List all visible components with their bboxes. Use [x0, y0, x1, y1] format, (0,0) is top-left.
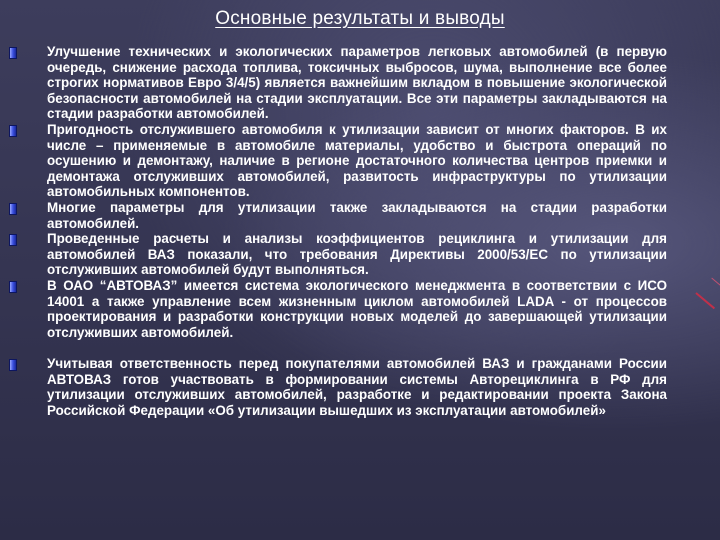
decorative-line: [695, 292, 715, 309]
list-item: [47, 278, 667, 340]
list-item: [47, 122, 667, 200]
list-item: [47, 44, 667, 122]
list-item-text: Пригодность отслужившего автомобиля к утилизации зависит от многих факторов. В их числе – применяемые в автомобиле материалы, удобство и быстрота операций по осушению и демонтажу, наличие в регионе достаточного количества центров приемки и демонтажа отслуживших автомобилей, развитость инфраструктуры по утилизации автомобильных компонентов.: [47, 121, 667, 200]
list-item-text: Многие параметры для утилизации также закладываются на стадии разработки автомобилей.: [47, 199, 667, 231]
list-item-text: Улучшение технических и экологических параметров легковых автомобилей (в первую очередь, снижение расхода топлива, токсичных выбросов, шума, выполнение все более строгих нормативов Евро 3/4/5) является важнейшим вкладом в повышение экологической безопасности автомобилей на стадии эксплуатации. Все эти параметры закладываются на стадии разработки автомобилей.: [47, 44, 667, 122]
list-item: [47, 356, 667, 418]
square-bullet-icon: [9, 281, 17, 293]
list-item-text: Проведенные расчеты и анализы коэффициентов рециклинга и утилизации для автомобилей ВАЗ показали, что требования Директивы 2000/53/ЕС по утилизации отслуживших автомобилей будут выполняться.: [47, 231, 667, 278]
square-bullet-icon: [9, 203, 17, 215]
slide-title: Основные результаты и выводы: [215, 8, 505, 29]
square-bullet-icon: [9, 359, 17, 371]
decorative-line: [711, 278, 720, 288]
square-bullet-icon: [9, 125, 17, 137]
list-item: [47, 231, 667, 278]
list-item-text: В ОАО “АВТОВАЗ” имеется система экологического менеджмента в соответствии с ИСО 14001 а также управление всем жизненным циклом автомобилей LADA - от процессов проектирования и разработки конструкции новых моделей до завершающей утилизации отслуживших автомобилей.: [47, 277, 667, 340]
square-bullet-icon: [9, 47, 17, 59]
list-item-text: Учитывая ответственность перед покупателями автомобилей ВАЗ и гражданами России АВТОВАЗ готов участвовать в формировании системы Авторециклинга в РФ для утилизации отслуживших автомобилей, разработке и редактировании проекта Закона Российской Федерации «Об утилизации вышедших из эксплуатации автомобилей»: [47, 356, 667, 419]
square-bullet-icon: [9, 234, 17, 246]
list-item: [47, 200, 667, 231]
bullet-list: [47, 44, 667, 419]
